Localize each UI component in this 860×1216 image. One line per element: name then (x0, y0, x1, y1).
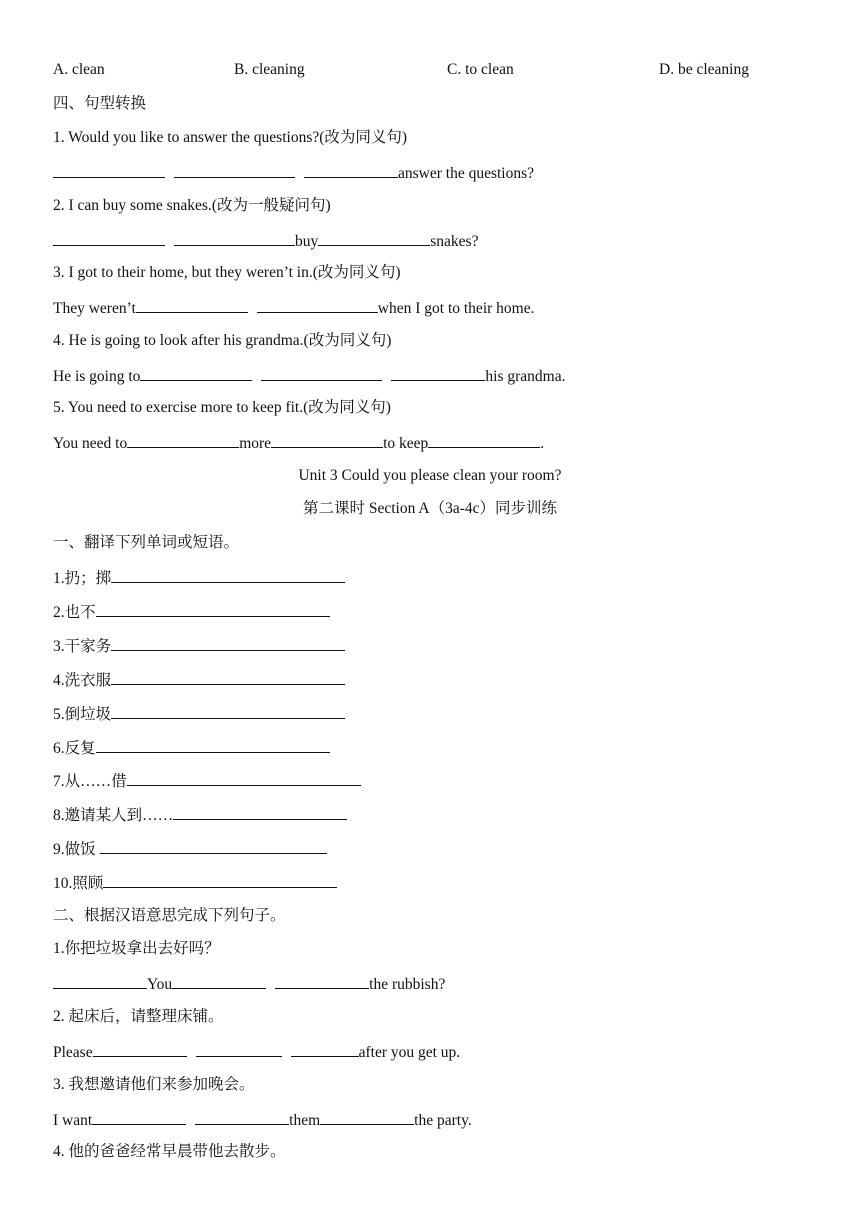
vocab-item (53, 737, 330, 759)
answer-text: the party. (414, 1112, 472, 1129)
complete-question: 3. 我想邀请他们来参加晚会。 (53, 1076, 255, 1093)
answer-blank[interactable] (173, 804, 347, 820)
transform-question: 4. He is going to look after his grandma.(改为同义句) (53, 332, 392, 349)
answer-text: when I got to their home. (377, 300, 535, 317)
transform-answer (53, 297, 534, 319)
vocab-item (53, 770, 361, 792)
lesson-title: 第二课时 Section A（3a-4c）同步训练 (302, 500, 557, 517)
answer-text: answer the questions? (398, 165, 535, 182)
transform-question: 1. Would you like to answer the questions?(改为同义句) (53, 129, 408, 146)
vocab-item (53, 601, 330, 623)
answer-blank[interactable] (257, 297, 378, 313)
answer-blank[interactable] (275, 973, 369, 989)
vocab-label: 9.做饭 (53, 841, 100, 858)
answer-blank[interactable] (136, 297, 248, 313)
answer-text: more (239, 435, 272, 452)
complete-question: 1.你把垃圾拿出去好吗？ (53, 940, 220, 957)
answer-blank[interactable] (111, 567, 345, 583)
vocab-label: 10.照顾 (53, 875, 104, 892)
vocab-label: 6.反复 (53, 740, 96, 757)
option-a: A. clean (53, 61, 105, 78)
answer-blank[interactable] (320, 1109, 414, 1125)
vocab-label: 7.从……借 (53, 773, 127, 790)
vocab-item (53, 872, 337, 894)
answer-blank[interactable] (93, 1041, 187, 1057)
answer-text: after you get up. (358, 1044, 461, 1061)
answer-blank[interactable] (92, 1109, 186, 1125)
transform-answer (53, 230, 478, 252)
answer-blank[interactable] (96, 737, 330, 753)
answer-blank[interactable] (195, 1109, 289, 1125)
answer-blank[interactable] (96, 601, 330, 617)
section-heading-complete: 二、根据汉语意思完成下列句子。 (53, 907, 286, 924)
transform-answer (53, 365, 565, 387)
transform-question: 2. I can buy some snakes.(改为一般疑问句) (53, 197, 331, 214)
answer-blank[interactable] (172, 973, 266, 989)
answer-blank[interactable] (103, 872, 337, 888)
answer-text: the rubbish? (369, 976, 446, 993)
complete-answer (53, 1109, 472, 1131)
complete-question: 2. 起床后，请整理床铺。 (53, 1008, 224, 1025)
vocab-label: 2.也不 (53, 604, 96, 621)
vocab-label: 1.扔；掷 (53, 570, 112, 587)
answer-blank[interactable] (127, 432, 239, 448)
answer-text: You need to (53, 435, 128, 452)
answer-text: You (147, 976, 173, 993)
answer-blank[interactable] (53, 162, 165, 178)
vocab-item (53, 804, 347, 826)
unit-title: Unit 3 Could you please clean your room? (298, 467, 562, 484)
vocab-item (53, 838, 327, 860)
answer-text: I want (53, 1112, 93, 1129)
transform-question: 3. I got to their home, but they weren’t in.(改为同义句) (53, 264, 401, 281)
section-heading-translate: 一、翻译下列单词或短语。 (53, 534, 240, 551)
answer-blank[interactable] (318, 230, 430, 246)
complete-question: 4. 他的爸爸经常早晨带他去散步。 (53, 1143, 286, 1160)
answer-blank[interactable] (261, 365, 382, 381)
answer-blank[interactable] (271, 432, 383, 448)
answer-blank[interactable] (174, 230, 295, 246)
answer-blank[interactable] (53, 230, 165, 246)
answer-blank[interactable] (53, 973, 147, 989)
complete-answer (53, 1041, 460, 1063)
answer-blank[interactable] (111, 669, 345, 685)
transform-question: 5. You need to exercise more to keep fit.(改为同义句) (53, 399, 391, 416)
vocab-item (53, 703, 345, 725)
answer-blank[interactable] (140, 365, 252, 381)
answer-text: buy (295, 233, 319, 250)
option-d: D. be cleaning (659, 61, 749, 78)
answer-text: his grandma. (485, 368, 566, 385)
option-c: C. to clean (447, 61, 514, 78)
answer-blank[interactable] (391, 365, 485, 381)
vocab-item (53, 669, 345, 691)
vocab-item (53, 567, 345, 589)
answer-text: snakes? (430, 233, 479, 250)
transform-answer (53, 162, 534, 184)
section-heading-transform: 四、句型转换 (53, 95, 147, 112)
answer-text: them (289, 1112, 321, 1129)
vocab-label: 5.倒垃圾 (53, 706, 112, 723)
transform-answer (53, 432, 544, 454)
answer-blank[interactable] (111, 635, 345, 651)
answer-text: . (540, 435, 545, 452)
answer-blank[interactable] (100, 838, 327, 854)
answer-blank[interactable] (428, 432, 540, 448)
answer-text: Please (53, 1044, 93, 1061)
answer-blank[interactable] (127, 770, 361, 786)
answer-text: to keep (383, 435, 429, 452)
answer-text: He is going to (53, 368, 141, 385)
answer-text: They weren’t (53, 300, 136, 317)
complete-answer (53, 973, 445, 995)
vocab-label: 8.邀请某人到…… (53, 807, 174, 824)
answer-blank[interactable] (174, 162, 295, 178)
option-b: B. cleaning (234, 61, 305, 78)
vocab-label: 3.干家务 (53, 638, 112, 655)
vocab-item (53, 635, 345, 657)
answer-blank[interactable] (196, 1041, 282, 1057)
answer-blank[interactable] (291, 1041, 359, 1057)
answer-blank[interactable] (111, 703, 345, 719)
vocab-label: 4.洗衣服 (53, 672, 112, 689)
answer-blank[interactable] (304, 162, 398, 178)
